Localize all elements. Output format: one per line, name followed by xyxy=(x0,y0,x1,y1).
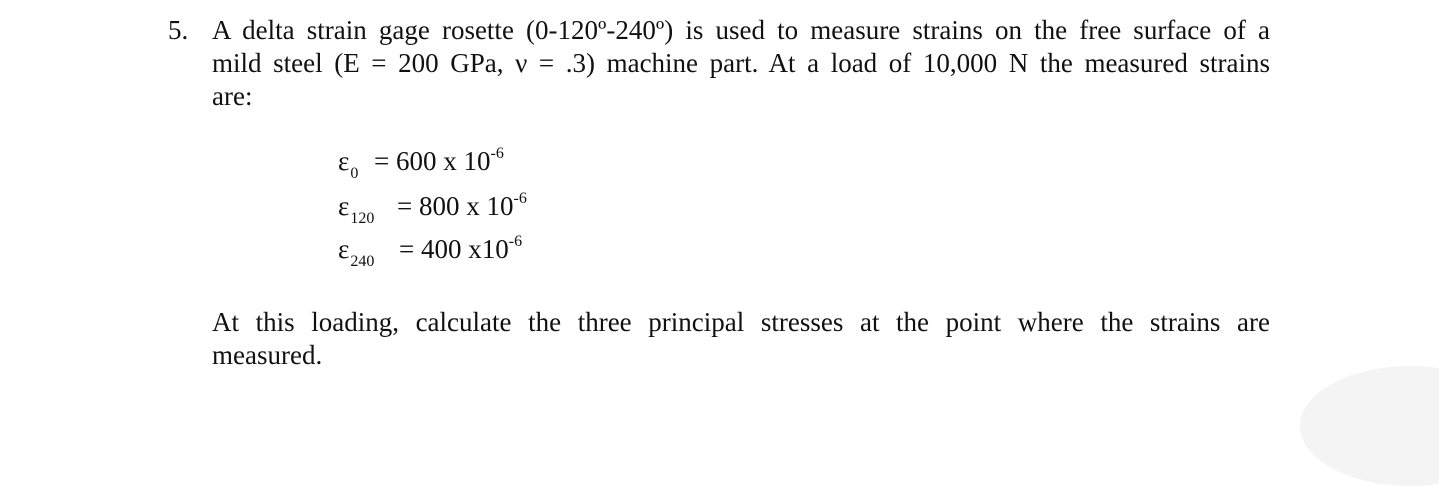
strain-value-base: = 800 x 10 xyxy=(397,191,514,221)
strain-exponent: -6 xyxy=(513,190,527,207)
strain-symbol: ε xyxy=(338,234,350,264)
strain-value xyxy=(399,232,522,271)
strain-exponent: -6 xyxy=(508,233,523,250)
strain-value-base: = 600 x 10 xyxy=(374,146,491,176)
strain-exponent: -6 xyxy=(490,145,504,162)
question-line: At this loading, calculate the three principal stresses at the point where the strains are xyxy=(212,307,1270,337)
strain-value xyxy=(374,144,504,183)
question-line: measured. xyxy=(212,340,323,370)
strain-subscript: 240 xyxy=(350,253,375,270)
problem-question xyxy=(212,306,1270,372)
intro-line: A delta strain gage rosette (0-120º-240º) is used to measure strains on the free surface of a xyxy=(212,15,1270,45)
strain-subscript: 120 xyxy=(350,210,375,227)
strain-value xyxy=(397,189,527,228)
intro-line: mild steel (E = 200 GPa, ν = .3) machine part. At a load of 10,000 N the measured strains xyxy=(212,48,1270,78)
strain-symbol: ε xyxy=(338,191,350,221)
strain-subscript: 0 xyxy=(350,165,359,182)
problem-intro xyxy=(212,14,1270,113)
strain-equation-120 xyxy=(338,189,527,227)
problem-number: 5. xyxy=(168,15,189,45)
corner-shadow xyxy=(1300,366,1439,486)
strain-value-base: = 400 x10 xyxy=(399,234,509,264)
strain-symbol: ε xyxy=(338,146,350,176)
strain-equation-240 xyxy=(338,232,523,270)
strain-equation-0 xyxy=(338,144,504,182)
intro-line: are: xyxy=(212,81,253,111)
